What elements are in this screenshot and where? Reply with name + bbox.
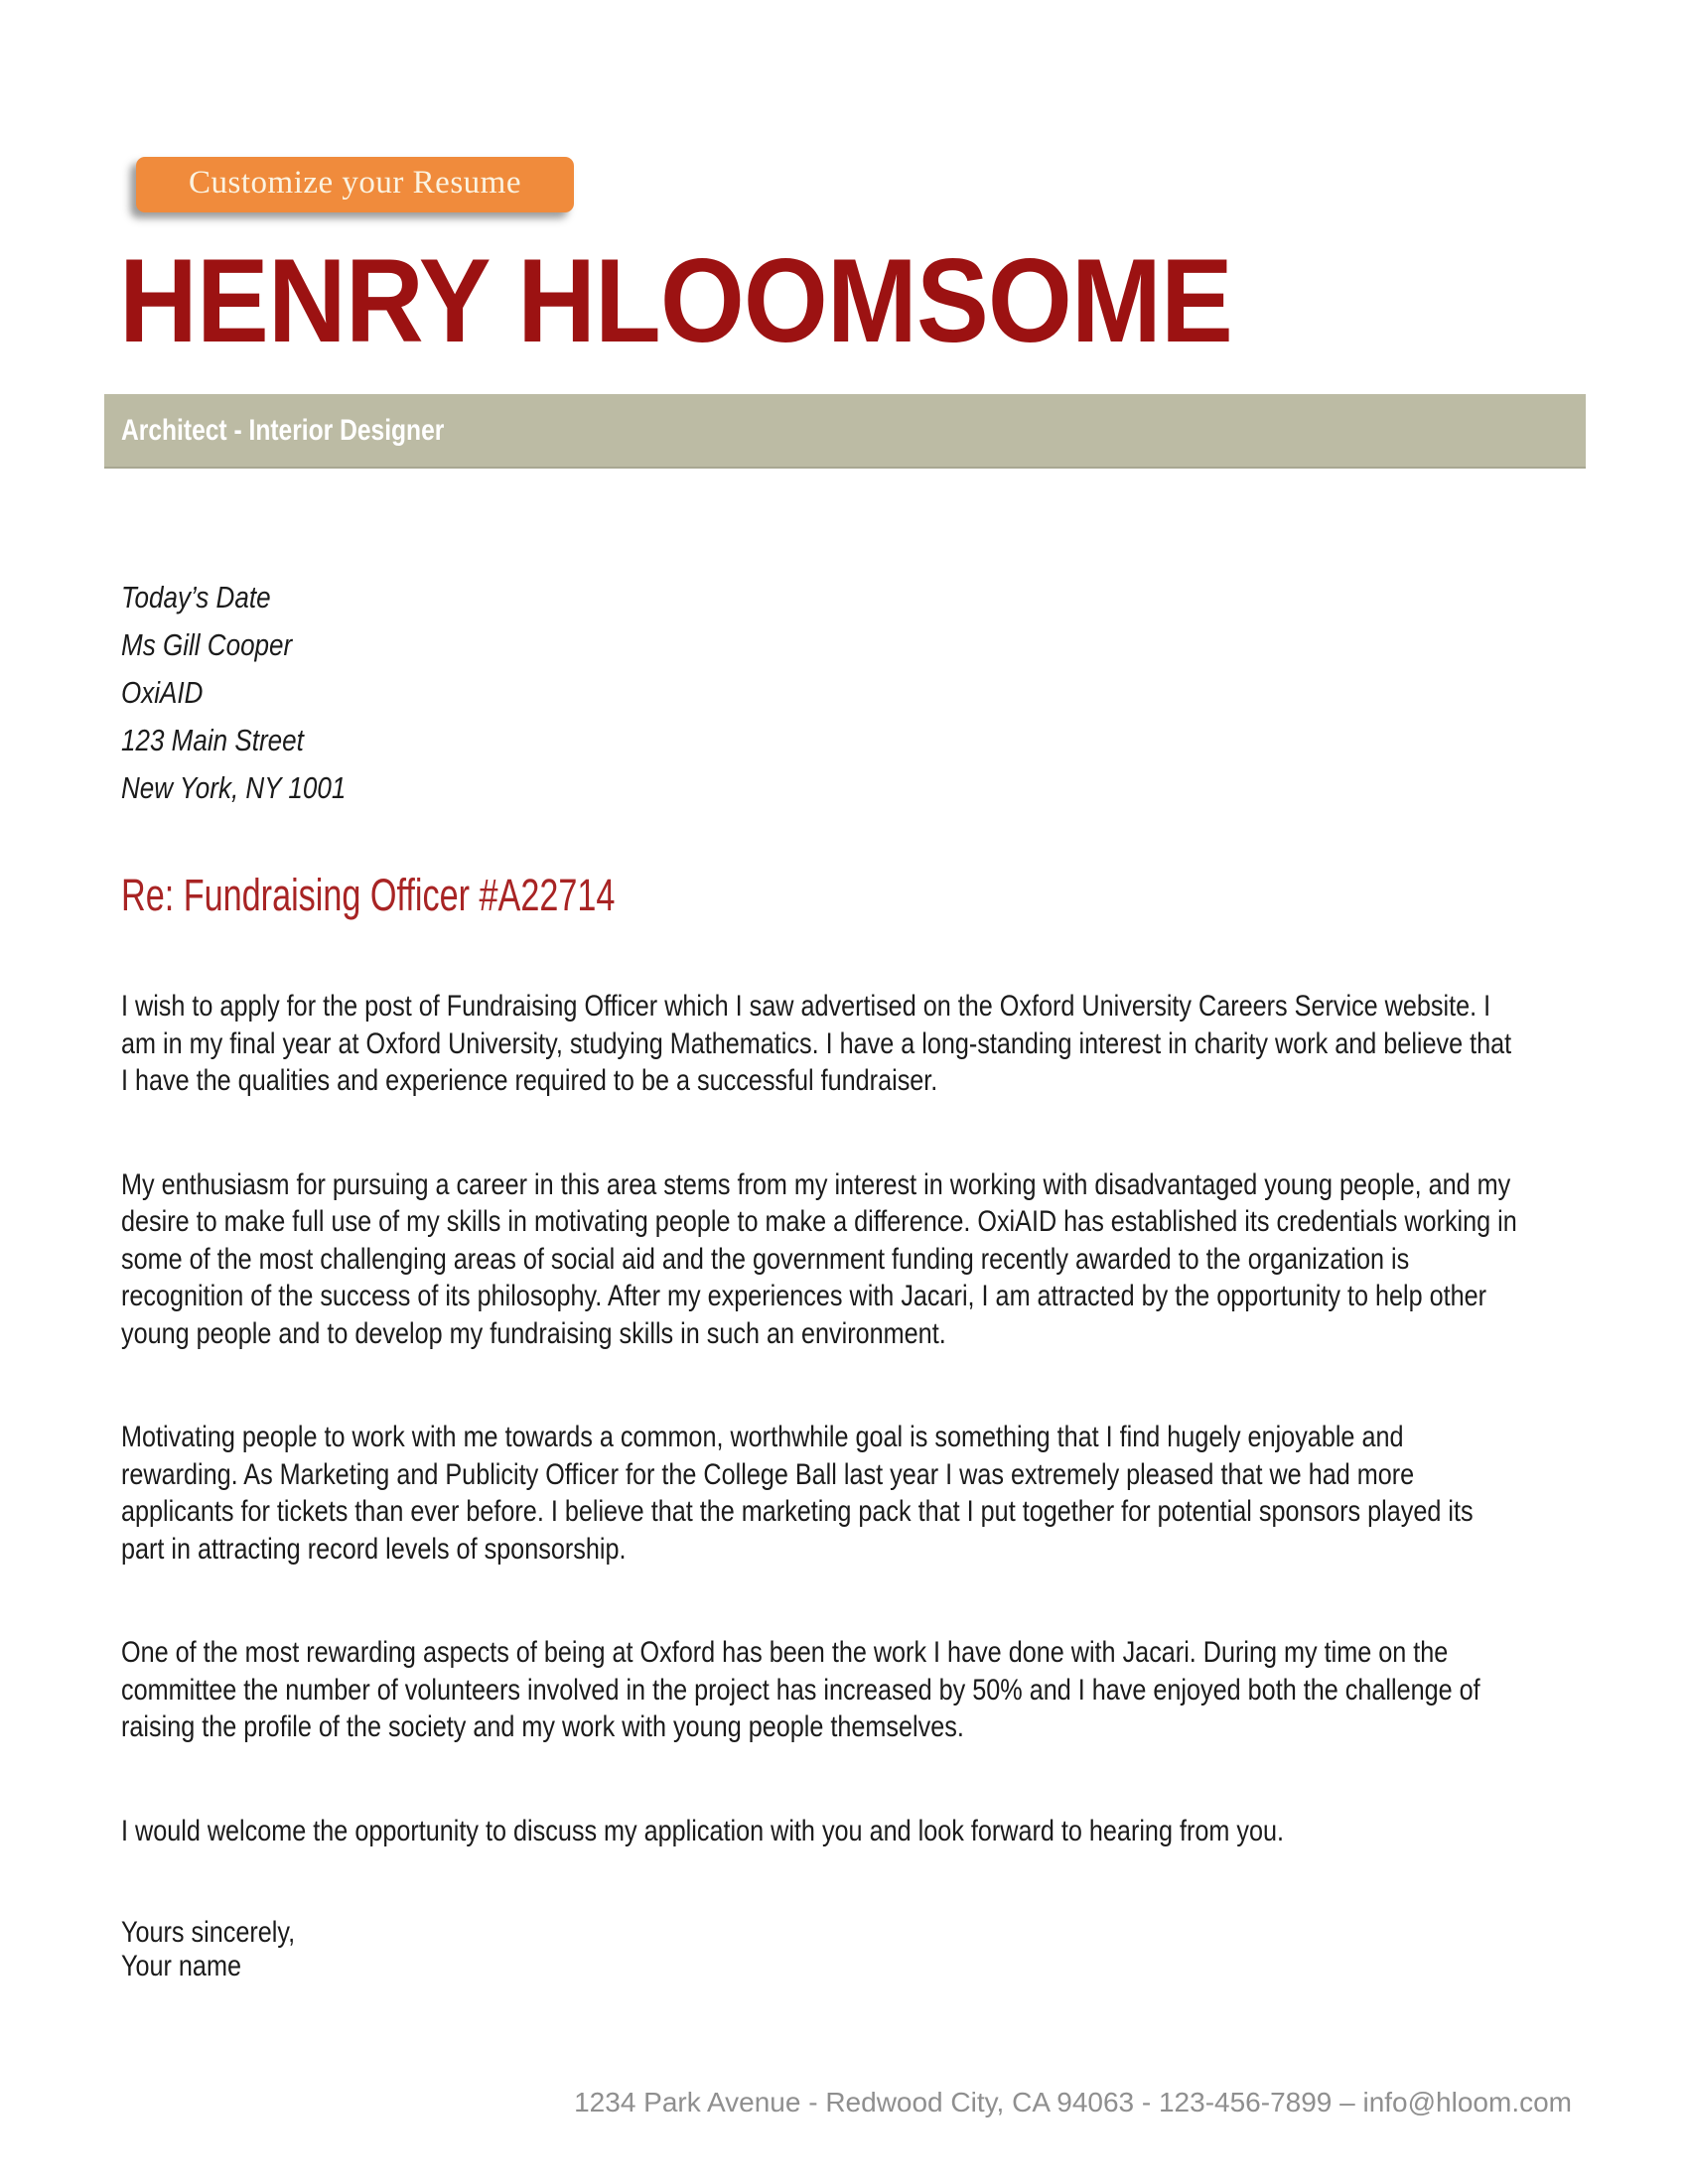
body-paragraph: I would welcome the opportunity to discuss my application with you and look forward to hearing from you.	[121, 1814, 1285, 1847]
applicant-name-text: HENRY HLOOMSOME	[119, 234, 1232, 367]
body-paragraph: I wish to apply for the post of Fundraising Officer which I saw advertised on the Oxford University Careers Service website. I am in my final year at Oxford University, studying Mathematics. I have a long-standing interest in charity work and believe that I have the qualities and experience required to be a successful fundraiser.	[121, 990, 1512, 1097]
closing-block	[121, 1916, 1522, 1983]
footer-contact-text: 1234 Park Avenue - Redwood City, CA 94063 - 123-456-7899 – info@hloom.com	[574, 2087, 1572, 2117]
customize-resume-button[interactable]: Customize your Resume	[136, 157, 574, 212]
subject-text: Re: Fundraising Officer #A22714	[121, 870, 616, 920]
footer-contact	[121, 2087, 1572, 2118]
address-line-date: Today’s Date	[121, 580, 271, 614]
signature-name: Your name	[121, 1950, 241, 1982]
letter-body	[121, 988, 1522, 1983]
role-bar	[104, 394, 1586, 469]
applicant-name-heading	[119, 234, 1342, 367]
body-paragraph: My enthusiasm for pursuing a career in this area stems from my interest in working with disadvantaged young people, and my desire to make full use of my skills in motivating people to make a difference. OxiAID has established its credentials working in some of the most challenging areas of social aid and the government funding recently awarded to the organization is recognition of the success of its philosophy. After my experiences with Jacari, I am attracted by the opportunity to help other young people and to develop my fundraising skills in such an environment.	[121, 1167, 1517, 1350]
address-line-name: Ms Gill Cooper	[121, 627, 293, 662]
subject-line	[121, 870, 772, 920]
body-paragraph: Motivating people to work with me towards a common, worthwhile goal is something that I find hugely enjoyable and rewarding. As Marketing and Publicity Officer for the College Ball last year I was extremely pleased that we had more applicants for tickets than ever before. I believe that the marketing pack that I put together for potential sponsors played its part in attracting record levels of sponsorship.	[121, 1421, 1474, 1566]
address-line-street: 123 Main Street	[121, 723, 304, 757]
address-line-city: New York, NY 1001	[121, 770, 347, 805]
closing-salutation: Yours sincerely,	[121, 1916, 296, 1949]
recipient-address	[121, 574, 346, 812]
address-line-company: OxiAID	[121, 675, 204, 710]
body-paragraph: One of the most rewarding aspects of being at Oxford has been the work I have done with Jacari. During my time on the committee the number of volunteers involved in the project has increased by 50% and I have enjoyed both the challenge of raising the profile of the society and my work with young people themselves.	[121, 1636, 1480, 1743]
role-label: Architect - Interior Designer	[121, 414, 445, 447]
